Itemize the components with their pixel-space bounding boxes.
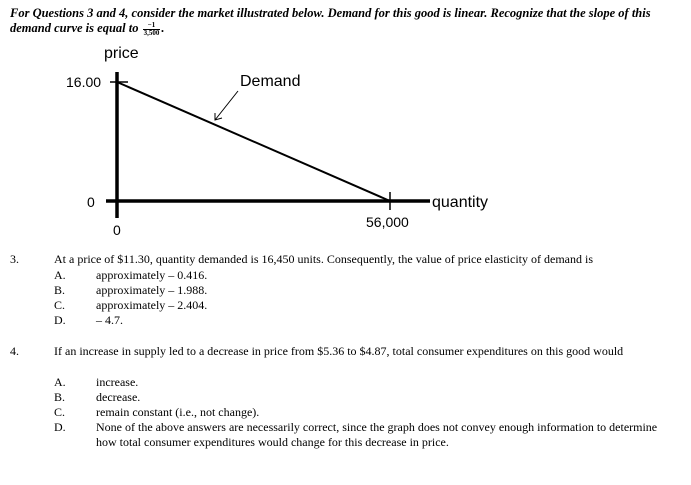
- question-3-option-c[interactable]: approximately – 2.404.: [96, 298, 208, 312]
- question-3-option-a[interactable]: approximately – 0.416.: [96, 268, 208, 282]
- y-tick-label-16: 16.00: [66, 74, 102, 90]
- question-3-option-d[interactable]: – 4.7.: [96, 313, 123, 327]
- question-4-option-c-letter: C.: [54, 405, 66, 419]
- question-4-option-d-letter: D.: [54, 420, 66, 434]
- slope-numerator: −1: [143, 22, 161, 30]
- question-3-option-b[interactable]: approximately – 1.988.: [96, 283, 208, 297]
- question-4-option-b[interactable]: decrease.: [96, 390, 141, 404]
- question-3-option-c-letter: C.: [54, 298, 66, 312]
- y-axis-label: price: [104, 45, 139, 62]
- slope-denominator: 3,500: [143, 28, 160, 37]
- question-4-option-a-letter: A.: [54, 375, 66, 389]
- question-4-option-c[interactable]: remain constant (i.e., not change).: [96, 405, 260, 419]
- question-3-option-a-letter: A.: [54, 268, 66, 282]
- question-4-option-a[interactable]: increase.: [96, 375, 139, 389]
- question-3-option-d-letter: D.: [54, 313, 66, 327]
- intro-lead: For Questions 3 and 4, consider the market illustrated below. Demand for this good is linear. Recognize that the slope of this demand curve is equal to: [10, 6, 651, 35]
- x-axis-label: quantity: [432, 194, 489, 211]
- y-tick-label-0: 0: [87, 194, 95, 210]
- demand-curve: [117, 82, 390, 201]
- demand-arrow: [215, 91, 238, 120]
- x-tick-label-0: 0: [113, 222, 121, 238]
- x-tick-label-56000: 56,000: [366, 214, 409, 230]
- question-4-option-b-letter: B.: [54, 390, 66, 404]
- question-4-number: 4.: [10, 344, 19, 358]
- demand-label: Demand: [240, 73, 301, 90]
- question-4-stem: If an increase in supply led to a decrease in price from $5.36 to $4.87, total consumer expenditures on this good would: [54, 344, 624, 358]
- question-3-option-b-letter: B.: [54, 283, 66, 297]
- question-4-option-d[interactable]: None of the above answers are necessarily correct, since the graph does not convey enough information to determine how total consumer expenditures would change for this decrease in price.: [96, 420, 658, 449]
- intro-trail: .: [161, 21, 165, 35]
- question-3-number: 3.: [10, 252, 19, 266]
- question-3-stem: At a price of $11.30, quantity demanded is 16,450 units. Consequently, the value of price elasticity of demand is: [54, 252, 593, 266]
